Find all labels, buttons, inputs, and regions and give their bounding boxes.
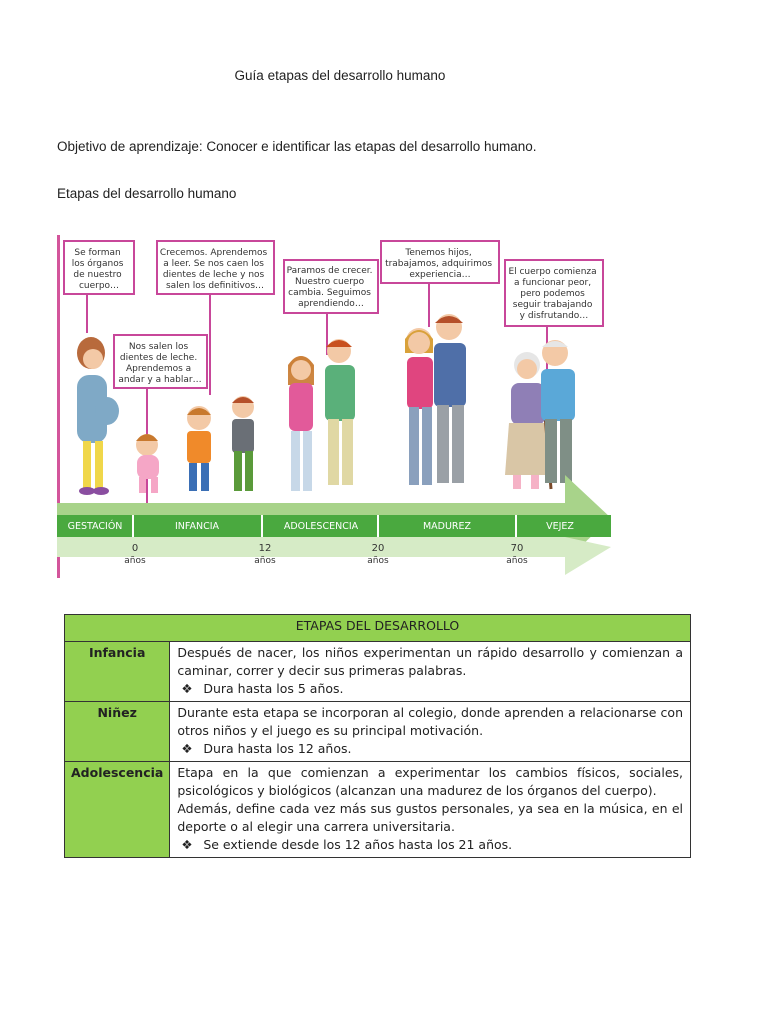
document-title: Guía etapas del desarrollo humano (234, 68, 446, 83)
age-marker-value: 12 (258, 543, 272, 554)
speech-box-old-age-text: El cuerpo comienza a funcionar peor, pero podemos seguir trabajando y disfrutando… (508, 267, 597, 321)
age-marker-unit: años (506, 556, 528, 566)
bullet-diamond-icon: ❖ (181, 681, 193, 696)
speech-box-adolescence-text: Paramos de crecer. Nuestro cuerpo cambia. Seguimos aprendiendo… (286, 266, 373, 309)
speech-box-gestation-text: Se forman los órganos de nuestro cuerpo… (71, 248, 124, 291)
stage-label-gestation: GESTACIÓN (67, 521, 123, 532)
row-bullet-text: Se extiende desde los 12 años hasta los 21 años. (203, 837, 513, 852)
age-marker-unit: años (254, 556, 276, 566)
learning-objective: Objetivo de aprendizaje: Conocer e identificar las etapas del desarrollo humano. (57, 139, 537, 154)
stage-label-childhood: INFANCIA (174, 521, 220, 532)
row-paragraph: Etapa en la que comienzan a experimentar los cambios físicos, sociales, psicológicos y biológicos (alcanzan una madurez de los órganos del cuerpo). (177, 765, 683, 798)
bullet-diamond-icon: ❖ (181, 741, 193, 756)
row-description (170, 762, 691, 858)
row-paragraph: Durante esta etapa se incorporan al colegio, donde aprenden a relacionarse con otros niños y el juego es su principal motivación. (177, 705, 683, 738)
speech-box-baby-text: Nos salen los dientes de leche. Aprendemos a andar y a hablar… (118, 342, 202, 385)
bullet-diamond-icon: ❖ (181, 837, 193, 852)
row-bullet-text: Dura hasta los 12 años. (203, 741, 352, 756)
row-paragraph: Además, define cada vez más sus gustos personales, ya sea en la música, en el deporte o al elegir una carrera universitaria. (177, 801, 683, 834)
section-subtitle: Etapas del desarrollo humano (57, 186, 237, 201)
development-stages-table (64, 614, 691, 858)
age-marker-unit: años (124, 556, 146, 566)
stage-label-adulthood: MADUREZ (422, 521, 472, 532)
row-description (170, 702, 691, 762)
age-marker-unit: años (367, 556, 389, 566)
age-marker-value: 70 (510, 543, 524, 554)
row-bullet (177, 740, 683, 758)
row-label: Adolescencia (65, 762, 170, 858)
adult-woman-figure (405, 328, 433, 485)
age-marker-value: 20 (371, 543, 385, 554)
row-bullet (177, 680, 683, 698)
table-row (65, 762, 691, 858)
row-description (170, 642, 691, 702)
row-bullet (177, 836, 683, 854)
row-label: Niñez (65, 702, 170, 762)
row-paragraph: Después de nacer, los niños experimentan un rápido desarrollo y comienzan a caminar, correr y decir sus primeras palabras. (177, 645, 683, 678)
row-bullet-text: Dura hasta los 5 años. (203, 681, 344, 696)
stage-label-old-age: VEJEZ (546, 521, 574, 532)
row-label: Infancia (65, 642, 170, 702)
age-marker-value: 0 (131, 543, 139, 554)
human-development-infographic (57, 235, 611, 578)
table-row (65, 642, 691, 702)
table-header: ETAPAS DEL DESARROLLO (65, 615, 691, 642)
table-header-row (65, 615, 691, 642)
speech-box-adulthood-text: Tenemos hijos, trabajamos, adquirimos experiencia… (385, 248, 493, 280)
table-row (65, 702, 691, 762)
speech-box-childhood-text: Crecemos. Aprendemos a leer. Se nos caen los dientes de leche y nos salen los definitivos… (159, 248, 268, 291)
stage-label-adolescence: ADOLESCENCIA (283, 521, 359, 532)
